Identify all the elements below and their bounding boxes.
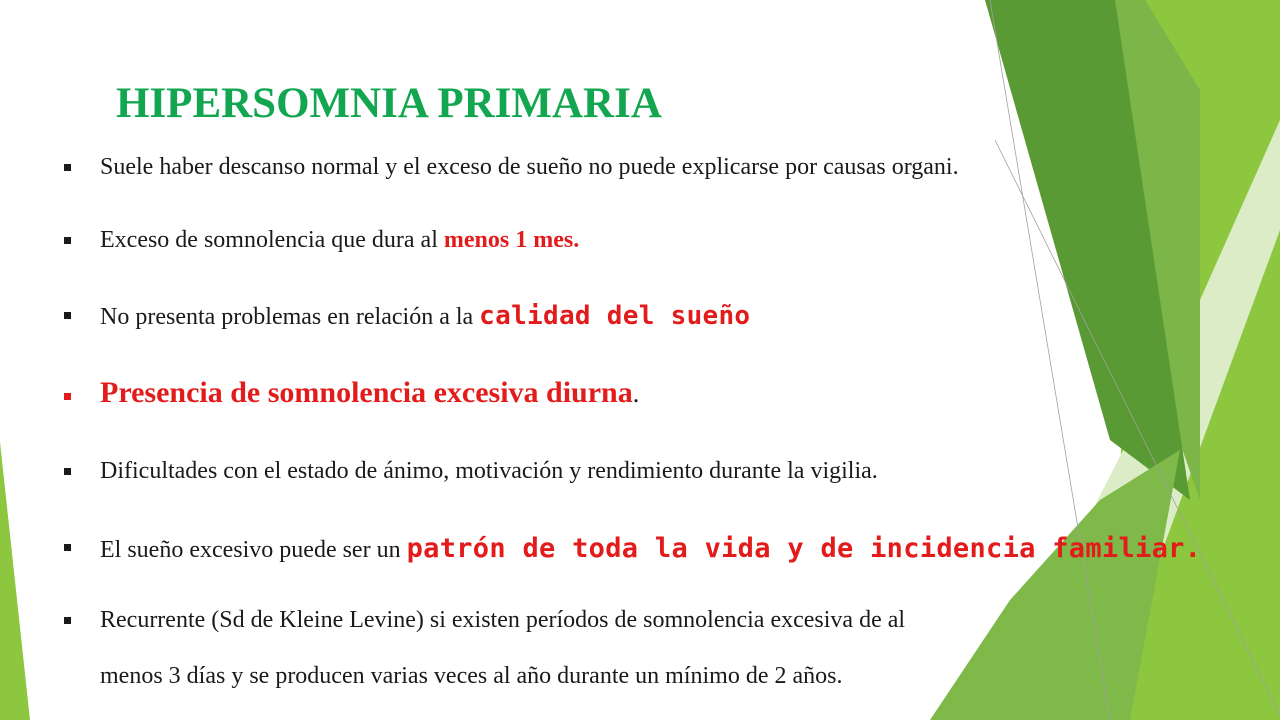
bullet-text-run: Suele haber descanso normal y el exceso de sueño no puede explicarse por causas organi. — [100, 154, 959, 180]
bullet-text-run: . — [632, 379, 640, 408]
bullet-text — [100, 376, 639, 410]
bullet-continuation: menos 3 días y se producen varias veces al año durante un mínimo de 2 años. — [100, 663, 843, 689]
bullet-highlight: calidad del sueño — [479, 301, 751, 331]
bullet-highlight: Presencia de somnolencia excesiva diurna — [100, 376, 633, 409]
bullet-highlight: menos 1 mes. — [443, 227, 580, 253]
bullet-text-run: Exceso de somnolencia que dura al — [100, 227, 444, 253]
bullet-text-run: Dificultades con el estado de ánimo, motivación y rendimiento durante la vigilia. — [100, 458, 878, 484]
bullet-marker — [64, 544, 71, 551]
bullet-text — [100, 301, 750, 331]
bullet-text-run: Recurrente (Sd de Kleine Levine) si existen períodos de somnolencia excesiva de al — [100, 607, 906, 633]
bullet-text-run: No presenta problemas en relación a la — [100, 304, 480, 330]
bullet-marker — [64, 164, 71, 171]
bullet-text — [100, 154, 959, 181]
slide-title: HIPERSOMNIA PRIMARIA — [116, 80, 662, 127]
deco-left-stripe — [0, 442, 30, 720]
bullet-text-run: El sueño excesivo puede ser un — [100, 537, 407, 563]
bullet-text — [100, 227, 579, 254]
bullet-marker — [64, 468, 71, 475]
bullet-text — [100, 607, 905, 634]
bullet-marker — [64, 237, 71, 244]
bullet-marker — [64, 393, 71, 400]
bullet-marker — [64, 617, 71, 624]
bullet-text — [100, 533, 1201, 564]
bullet-text — [100, 458, 878, 485]
bullet-marker — [64, 312, 71, 319]
bullet-highlight: patrón de toda la vida y de incidencia familiar. — [406, 533, 1202, 564]
